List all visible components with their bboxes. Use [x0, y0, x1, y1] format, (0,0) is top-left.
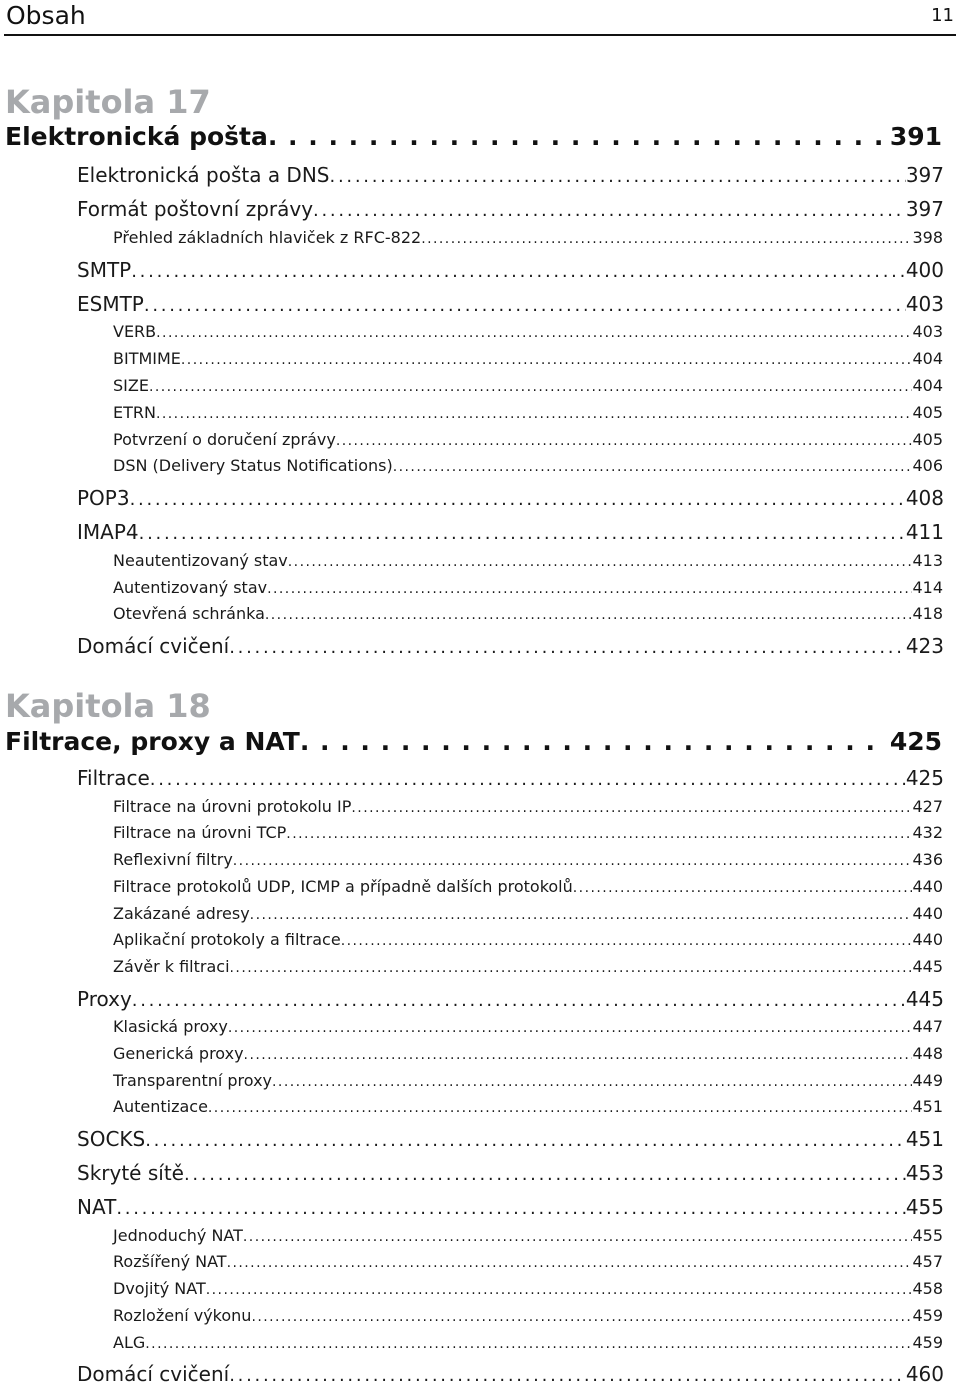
page-header	[4, 0, 956, 36]
toc-page-number: 459	[912, 1306, 943, 1325]
toc-entry-label: Skryté sítě	[77, 1161, 184, 1185]
chapter-label: Kapitola 18	[5, 687, 211, 725]
toc-entry-label: Domácí cvičení	[77, 634, 230, 658]
toc-subentry[interactable]	[113, 957, 943, 979]
toc-entry-label: VERB	[113, 322, 157, 341]
toc-page-number: 425	[889, 727, 942, 756]
toc-entry[interactable]	[77, 634, 944, 662]
toc-subentry[interactable]	[113, 456, 943, 478]
dot-leader	[243, 1229, 913, 1245]
toc-subentry[interactable]	[113, 322, 943, 344]
toc-entry[interactable]	[77, 1195, 944, 1223]
dot-leader	[229, 637, 906, 658]
toc-entry-label: Autentizace	[113, 1097, 208, 1116]
toc-entry-label: Dvojitý NAT	[113, 1279, 206, 1298]
toc-subentry[interactable]	[113, 349, 943, 371]
toc-entry-label: Rozložení výkonu	[113, 1306, 252, 1325]
dot-leader	[144, 295, 906, 316]
dot-leader	[265, 607, 913, 623]
toc-page-number: 451	[912, 1097, 943, 1116]
toc-page-number: 436	[912, 850, 943, 869]
toc-entry-label: Klasická proxy	[113, 1017, 228, 1036]
toc-subentry[interactable]	[113, 850, 943, 872]
toc-entry-label: Aplikační protokoly a filtrace	[113, 930, 341, 949]
toc-entry-label: ALG	[113, 1333, 146, 1352]
dot-leader	[393, 459, 913, 475]
dot-leader	[267, 581, 912, 597]
dot-leader	[244, 1047, 913, 1063]
toc-entry-label: ETRN	[113, 403, 156, 422]
toc-entry-label: Autentizovaný stav	[113, 578, 268, 597]
toc-page-number: 405	[912, 430, 943, 449]
toc-page-number: 445	[905, 987, 944, 1011]
toc-page-number: 427	[912, 797, 943, 816]
toc-page-number: 448	[912, 1044, 943, 1063]
toc-entry-label: ESMTP	[77, 292, 144, 316]
toc-page-number: 404	[912, 349, 943, 368]
toc-page-number: 447	[912, 1017, 943, 1036]
toc-subentry[interactable]	[113, 1279, 943, 1301]
dot-leader	[228, 1020, 913, 1036]
dot-leader	[251, 1309, 912, 1325]
toc-subentry[interactable]	[113, 551, 943, 573]
toc-subentry[interactable]	[113, 1226, 943, 1248]
toc-subentry[interactable]	[113, 578, 943, 600]
toc-chapter-entry[interactable]	[5, 122, 942, 154]
toc-page-number: 440	[912, 930, 943, 949]
toc-page-number: 423	[905, 634, 944, 658]
toc-page-number: 460	[905, 1362, 944, 1386]
dot-leader	[156, 406, 912, 422]
dot-leader	[250, 907, 913, 923]
toc-entry-label: Transparentní proxy	[113, 1071, 273, 1090]
dot-leader	[286, 826, 912, 842]
dot-leader	[130, 489, 906, 510]
dot-leader	[150, 769, 906, 790]
toc-page-number: 397	[905, 163, 944, 187]
toc-page-number: 404	[912, 376, 943, 395]
toc-entry-label: Filtrace protokolů UDP, ICMP a případně dalších protokolů	[113, 877, 573, 896]
toc-entry-label: Reflexivní filtry	[113, 850, 233, 869]
toc-page-number: 391	[889, 122, 942, 151]
toc-page-number: 408	[905, 486, 944, 510]
toc-subentry[interactable]	[113, 797, 943, 819]
toc-entry-label: Formát poštovní zprávy	[77, 197, 314, 221]
toc-chapter-title: Filtrace, proxy a NAT	[5, 727, 300, 756]
toc-subentry[interactable]	[113, 604, 943, 626]
toc-entry-label: Filtrace	[77, 766, 150, 790]
toc-entry-label: Rozšířený NAT	[113, 1252, 227, 1271]
toc-page-number: 440	[912, 877, 943, 896]
dot-leader	[341, 933, 913, 949]
toc-subentry[interactable]	[113, 877, 943, 899]
toc-subentry[interactable]	[113, 1097, 943, 1119]
dot-leader	[184, 1164, 906, 1185]
toc-entry[interactable]	[77, 1161, 944, 1189]
toc-page-number: 457	[912, 1252, 943, 1271]
dot-leader	[139, 523, 906, 544]
dot-leader	[288, 554, 913, 570]
toc-entry-label: DSN (Delivery Status Notifications)	[113, 456, 393, 475]
toc-page-number: 413	[912, 551, 943, 570]
toc-page-number: 418	[912, 604, 943, 623]
toc-entry-label: Přehled základních hlaviček z RFC-822	[113, 228, 422, 247]
toc-entry-label: POP3	[77, 486, 130, 510]
toc-page-number: 440	[912, 904, 943, 923]
toc-entry-label: IMAP4	[77, 520, 139, 544]
toc-entry-label: Generická proxy	[113, 1044, 244, 1063]
toc-subentry[interactable]	[113, 430, 943, 452]
toc-entry-label: Domácí cvičení	[77, 1362, 230, 1386]
dot-leader	[206, 1282, 913, 1298]
toc-page-number: 425	[905, 766, 944, 790]
toc-entry[interactable]	[77, 486, 944, 514]
toc-entry-label: Neautentizovaný stav	[113, 551, 288, 570]
dot-leader	[132, 990, 906, 1011]
dot-leader	[573, 880, 913, 896]
toc-page-number: 458	[912, 1279, 943, 1298]
toc-entry-label: Proxy	[77, 987, 132, 1011]
toc-page-number: 403	[912, 322, 943, 341]
toc-entry-label: SMTP	[77, 258, 132, 282]
toc-page-number: 414	[912, 578, 943, 597]
dot-leader	[272, 1074, 912, 1090]
chapter-label: Kapitola 17	[5, 83, 211, 121]
toc-entry-label: Zakázané adresy	[113, 904, 250, 923]
dot-leader	[421, 231, 912, 247]
dot-leader	[181, 352, 913, 368]
toc-entry[interactable]	[77, 258, 944, 286]
toc-entry-label: Jednoduchý NAT	[113, 1226, 243, 1245]
dot-leader	[336, 433, 913, 449]
toc-subentry[interactable]	[113, 1252, 943, 1274]
toc-entry[interactable]	[77, 197, 944, 225]
toc-entry-label: Elektronická pošta a DNS	[77, 163, 330, 187]
toc-page-number: 398	[912, 228, 943, 247]
dot-leader	[116, 1198, 906, 1219]
toc-entry-label: Otevřená schránka	[113, 604, 265, 623]
toc-page-number: 397	[905, 197, 944, 221]
toc-entry[interactable]	[77, 766, 944, 794]
toc-entry[interactable]	[77, 163, 944, 191]
toc-page-number: 400	[905, 258, 944, 282]
toc-entry[interactable]	[77, 520, 944, 548]
dot-leader	[230, 960, 913, 976]
toc-entry[interactable]	[77, 1127, 944, 1155]
toc-entry-label: BITMIME	[113, 349, 181, 368]
toc-subentry[interactable]	[113, 823, 943, 845]
page-number: 11	[931, 5, 954, 26]
toc-page-number: 453	[905, 1161, 944, 1185]
toc-entry-label: Závěr k filtraci	[113, 957, 230, 976]
toc-chapter-entry[interactable]	[5, 727, 942, 759]
toc-entry-label: Potvrzení o doručení zprávy	[113, 430, 336, 449]
toc-page-number: 451	[905, 1127, 944, 1151]
toc-page-number: 445	[912, 957, 943, 976]
dot-leader	[145, 1336, 912, 1352]
toc-page-number: 449	[912, 1071, 943, 1090]
toc-subentry[interactable]	[113, 1306, 943, 1328]
dot-leader	[351, 800, 912, 816]
toc-page-number: 455	[912, 1226, 943, 1245]
toc-subentry[interactable]	[113, 1071, 943, 1093]
toc-page-number: 455	[905, 1195, 944, 1219]
dot-leader	[233, 853, 913, 869]
toc-entry-label: Filtrace na úrovni TCP	[113, 823, 287, 842]
toc-page-number: 432	[912, 823, 943, 842]
dot-leader	[145, 1130, 906, 1151]
toc-chapter-title: Elektronická pošta	[5, 122, 268, 151]
dot-leader	[300, 727, 884, 756]
toc-entry-label: SIZE	[113, 376, 149, 395]
toc-subentry[interactable]	[113, 904, 943, 926]
toc-subentry[interactable]	[113, 1044, 943, 1066]
toc-page-number: 403	[905, 292, 944, 316]
dot-leader	[149, 379, 913, 395]
toc-entry-label: NAT	[77, 1195, 117, 1219]
toc-entry-label: SOCKS	[77, 1127, 146, 1151]
toc-subentry[interactable]	[113, 228, 943, 250]
dot-leader	[229, 1365, 906, 1386]
toc-page-number: 405	[912, 403, 943, 422]
dot-leader	[131, 261, 906, 282]
dot-leader	[330, 166, 906, 187]
dot-leader	[313, 200, 906, 221]
dot-leader	[156, 325, 912, 341]
toc-page-number: 411	[905, 520, 944, 544]
toc-page-number: 459	[912, 1333, 943, 1352]
dot-leader	[208, 1100, 913, 1116]
toc-subentry[interactable]	[113, 930, 943, 952]
toc-entry-label: Filtrace na úrovni protokolu IP	[113, 797, 352, 816]
toc-page-number: 406	[912, 456, 943, 475]
toc-entry[interactable]	[77, 292, 944, 320]
toc-subentry[interactable]	[113, 1333, 943, 1355]
dot-leader	[227, 1255, 913, 1271]
toc-entry[interactable]	[77, 987, 944, 1015]
toc-subentry[interactable]	[113, 403, 943, 425]
page-title: Obsah	[6, 1, 86, 30]
toc-subentry[interactable]	[113, 376, 943, 398]
toc-subentry[interactable]	[113, 1017, 943, 1039]
dot-leader	[268, 122, 884, 151]
